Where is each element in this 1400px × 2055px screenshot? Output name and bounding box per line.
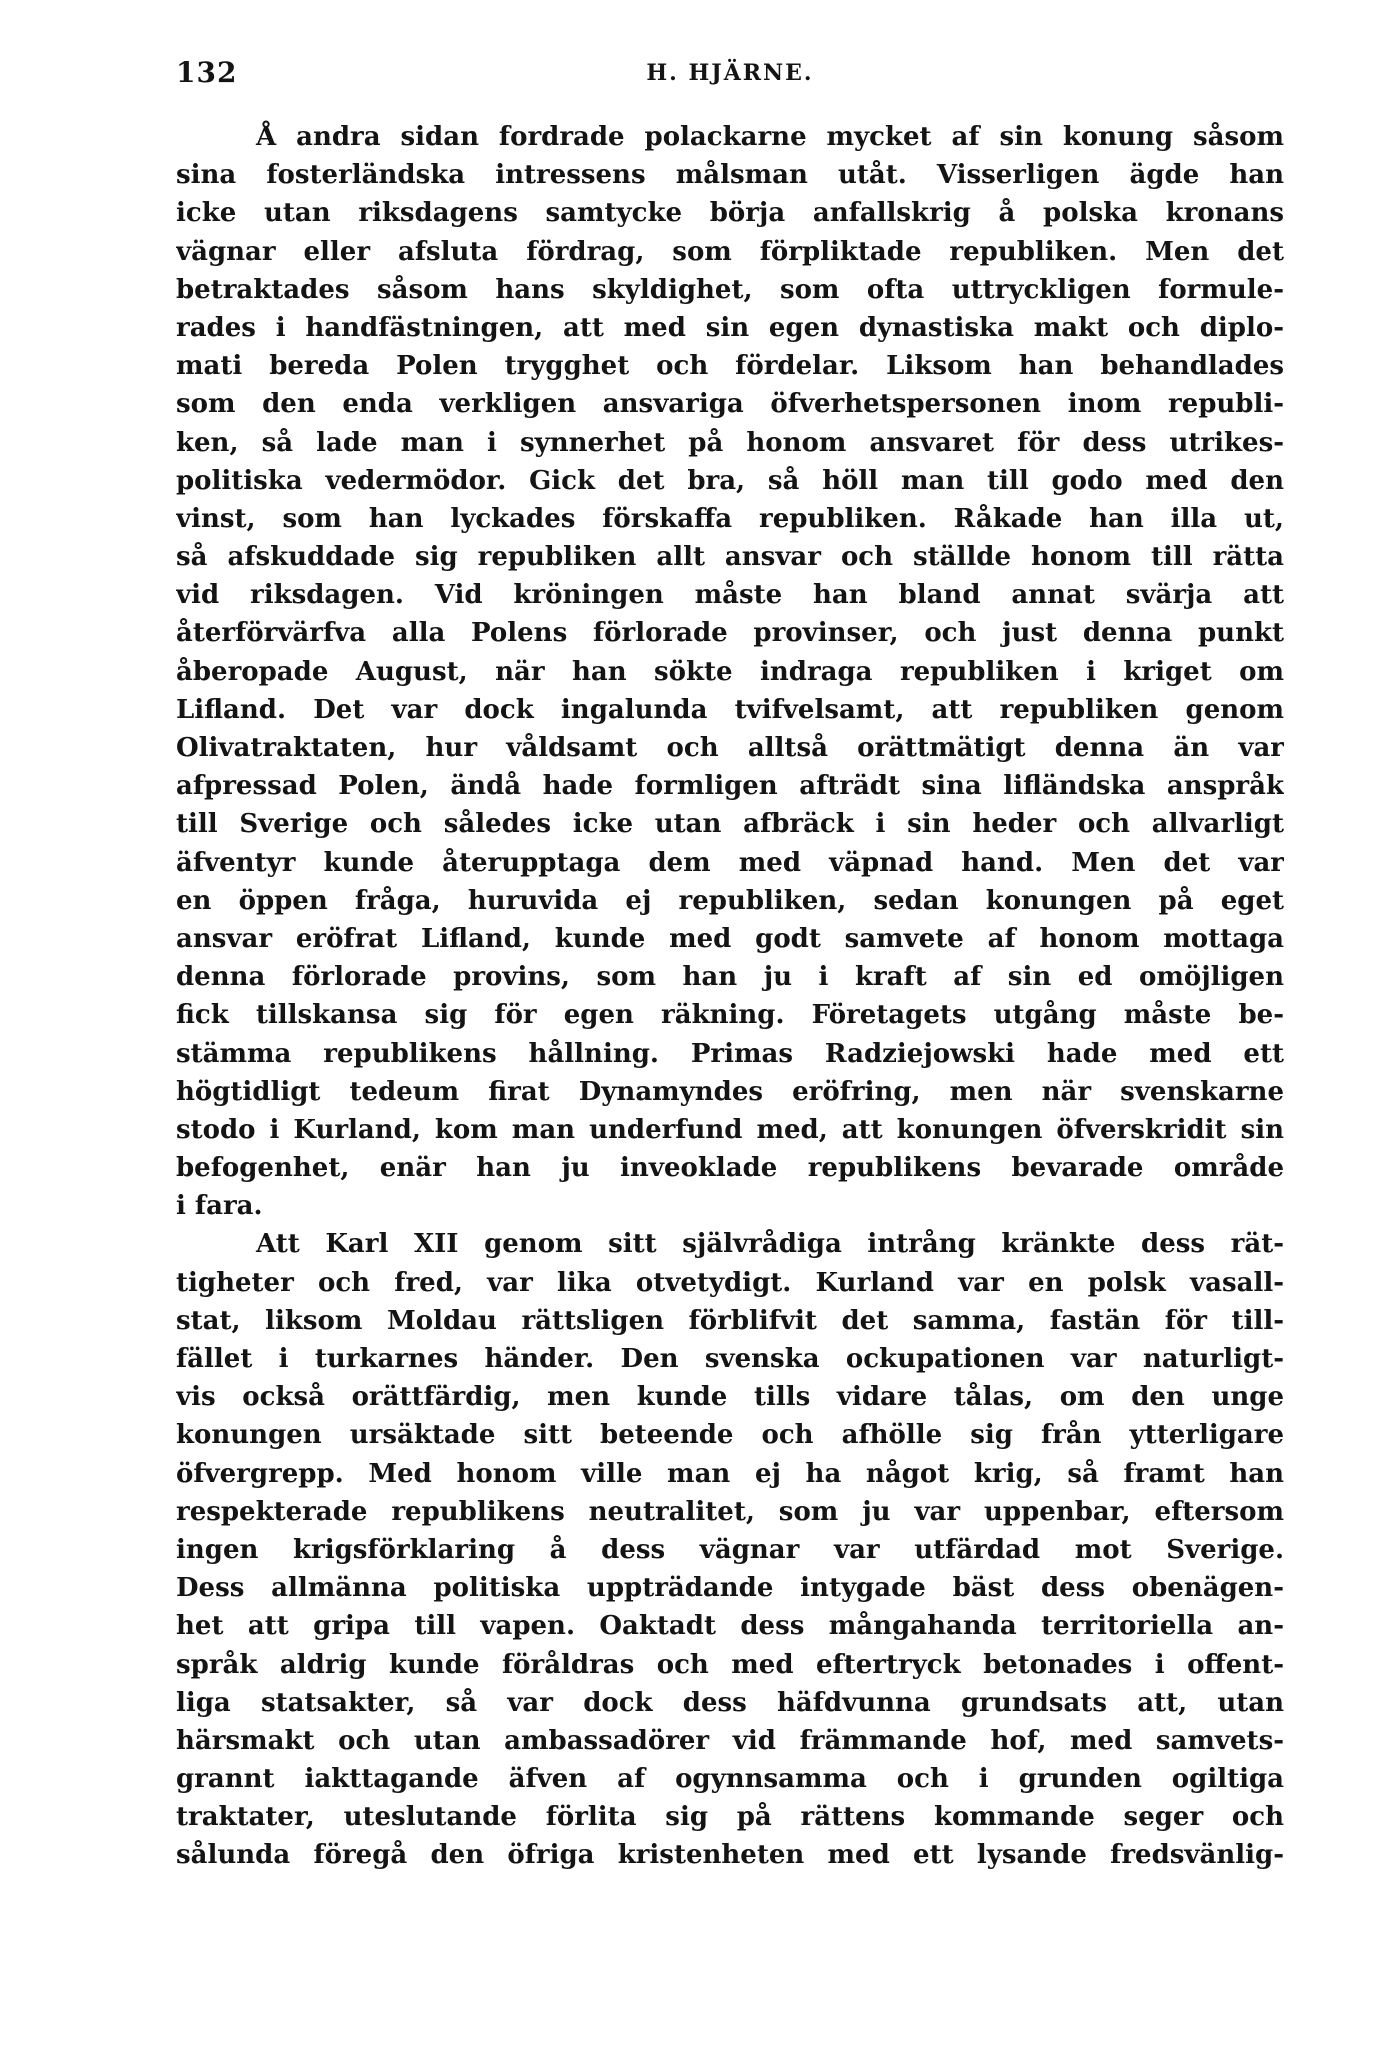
- text-line: ken, så lade man i synnerhet på honom ansvaret för dess utrikes-: [176, 427, 1284, 458]
- text-line: språk aldrig kunde föråldras och med eftertryck betonades i offent-: [176, 1649, 1284, 1680]
- text-line: i fara.: [176, 1191, 263, 1222]
- page-header: [176, 56, 1284, 96]
- text-line: respekterade republikens neutralitet, som ju var uppenbar, eftersom: [176, 1496, 1284, 1527]
- text-line: liga statsakter, så var dock dess häfdvunna grundsats att, utan: [176, 1687, 1284, 1718]
- text-line: grannt iakttagande äfven af ogynnsamma och i grunden ogiltiga: [176, 1764, 1284, 1795]
- text-line: äfventyr kunde återupptaga dem med väpnad hand. Men det var: [176, 847, 1284, 878]
- text-line: konungen ursäktade sitt beteende och afhölle sig från ytterligare: [176, 1420, 1284, 1451]
- text-line: ingen krigsförklaring å dess vägnar var utfärdad mot Sverige.: [176, 1534, 1284, 1565]
- text-line: Olivatraktaten, hur våldsamt och alltså orättmätigt denna än var: [176, 733, 1284, 763]
- text-line: Dess allmänna politiska uppträdande intygade bäst dess obenägen-: [176, 1573, 1284, 1604]
- text-line: Lifland. Det var dock ingalunda tvifvelsamt, att republiken genom: [176, 694, 1284, 725]
- text-line: stodo i Kurland, kom man underfund med, att konungen öfverskridit sin: [176, 1114, 1284, 1145]
- text-line: stämma republikens hållning. Primas Radziejowski hade med ett: [176, 1038, 1284, 1069]
- text-line: fället i turkarnes händer. Den svenska ockupationen var naturligt-: [176, 1344, 1284, 1374]
- text-line: mati bereda Polen trygghet och fördelar. Liksom han behandlades: [176, 351, 1284, 382]
- text-line: en öppen fråga, huruvida ej republiken, sedan konungen på eget: [176, 885, 1284, 916]
- text-line: befogenhet, enär han ju inveoklade republikens bevarade område: [176, 1153, 1284, 1184]
- text-line: traktater, uteslutande förlita sig på rättens kommande seger och: [176, 1802, 1284, 1833]
- text-line: vid riksdagen. Vid kröningen måste han bland annat svärja att: [176, 580, 1284, 611]
- body-text: [176, 118, 1284, 1875]
- text-line: fick tillskansa sig för egen räkning. Företagets utgång måste be-: [176, 1000, 1284, 1031]
- text-line: vägnar eller afsluta fördrag, som förpliktade republiken. Men det: [176, 236, 1284, 267]
- running-head: H. HJÄRNE.: [646, 60, 814, 86]
- text-line: sålunda föregå den öfriga kristenheten med ett lysande fredsvänlig-: [176, 1840, 1284, 1871]
- text-line: politiska vedermödor. Gick det bra, så höll man till godo med den: [176, 465, 1284, 496]
- text-line: denna förlorade provins, som han ju i kraft af sin ed omöjligen: [176, 962, 1284, 993]
- page-number: 132: [176, 56, 238, 89]
- text-line: öfvergrepp. Med honom ville man ej ha något krig, så framt han: [176, 1458, 1284, 1489]
- text-line: högtidligt tedeum firat Dynamyndes eröfring, men när svenskarne: [176, 1076, 1284, 1107]
- text-line: så afskuddade sig republiken allt ansvar och ställde honom till rätta: [176, 542, 1284, 573]
- text-line: tigheter och fred, var lika otvetydigt. Kurland var en polsk vasall-: [176, 1267, 1284, 1298]
- text-line: vinst, som han lyckades förskaffa republiken. Råkade han illa ut,: [176, 503, 1284, 534]
- text-line: afpressad Polen, ändå hade formligen afträdt sina lifländska anspråk: [176, 771, 1284, 802]
- text-line: återförvärfva alla Polens förlorade provinser, och just denna punkt: [176, 618, 1284, 649]
- text-line: stat, liksom Moldau rättsligen förblifvit det samma, fastän för till-: [176, 1305, 1284, 1336]
- text-line: rades i handfästningen, att med sin egen dynastiska makt och diplo-: [176, 312, 1284, 343]
- text-line: till Sverige och således icke utan afbräck i sin heder och allvarligt: [176, 809, 1284, 840]
- text-line: sina fosterländska intressens målsman utåt. Visserligen ägde han: [176, 160, 1284, 191]
- text-line: ansvar eröfrat Lifland, kunde med godt samvete af honom mottaga: [176, 923, 1284, 954]
- text-line: som den enda verkligen ansvariga öfverhetspersonen inom republi-: [176, 389, 1284, 420]
- text-line: härsmakt och utan ambassadörer vid främmande hof, med samvets-: [176, 1725, 1284, 1756]
- text-line: åberopade August, när han sökte indraga republiken i kriget om: [176, 656, 1284, 687]
- text-line: icke utan riksdagens samtycke börja anfallskrig å polska kronans: [176, 198, 1284, 229]
- text-line: betraktades såsom hans skyldighet, som ofta uttryckligen formule-: [176, 274, 1284, 305]
- text-line: het att gripa till vapen. Oaktadt dess mångahanda territoriella an-: [176, 1611, 1284, 1642]
- text-line: Å andra sidan fordrade polackarne mycket af sin konung såsom: [256, 122, 1284, 152]
- text-line: vis också orättfärdig, men kunde tills vidare tålas, om den unge: [176, 1382, 1284, 1413]
- text-line: Att Karl XII genom sitt självrådiga intrång kränkte dess rät-: [256, 1229, 1284, 1260]
